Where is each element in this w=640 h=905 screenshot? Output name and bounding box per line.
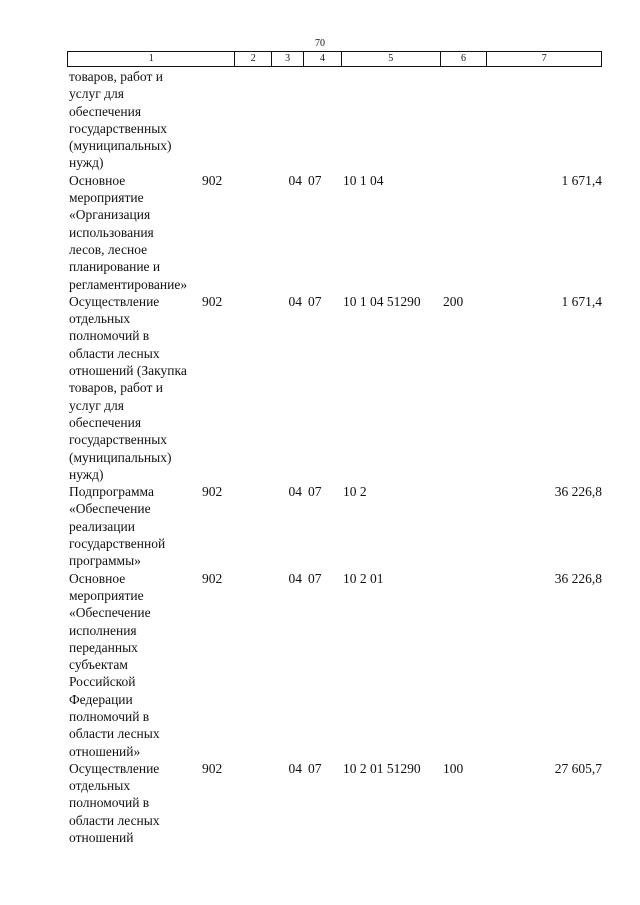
column-header-2: 2 bbox=[235, 52, 272, 66]
row-name-line: обеспечения bbox=[69, 103, 142, 119]
row-name-line: (муниципальных) bbox=[69, 449, 172, 465]
table-header bbox=[67, 51, 602, 67]
row-type: 100 bbox=[443, 760, 464, 776]
row-name-line: государственных bbox=[69, 120, 168, 136]
row-code: 902 bbox=[202, 484, 223, 500]
table-row bbox=[67, 68, 602, 172]
column-header-6: 6 bbox=[441, 52, 488, 66]
row-name-line: обеспечения bbox=[69, 414, 142, 430]
row-target bbox=[341, 68, 442, 172]
row-name-line: регламентирование» bbox=[69, 276, 188, 292]
row-code: 902 bbox=[202, 760, 223, 776]
row-name-line: области лесных bbox=[69, 812, 160, 828]
row-sum: 36 226,8 bbox=[554, 484, 602, 500]
row-name-line: отношений» bbox=[69, 743, 141, 759]
row-target: 10 1 04 bbox=[343, 172, 384, 188]
table-row bbox=[67, 760, 602, 846]
row-sum: 27 605,7 bbox=[554, 760, 602, 776]
table-row bbox=[67, 570, 602, 760]
row-name-line: Основное bbox=[69, 172, 126, 188]
row-name-line: «Обеспечение bbox=[69, 605, 151, 621]
row-type: 200 bbox=[443, 293, 464, 309]
row-subsection: 07 bbox=[308, 484, 322, 500]
row-sum bbox=[488, 68, 602, 172]
row-name-line: «Организация bbox=[69, 207, 151, 223]
page-number: 70 bbox=[315, 38, 325, 49]
row-name-line: мероприятие bbox=[69, 587, 144, 603]
column-header-5: 5 bbox=[342, 52, 441, 66]
row-subsection: 07 bbox=[308, 570, 322, 586]
row-name-line: отдельных bbox=[69, 311, 131, 327]
table-row bbox=[67, 172, 602, 293]
row-name-line: услуг для bbox=[69, 86, 124, 102]
row-name-line: нужд) bbox=[69, 466, 104, 482]
row-code: 902 bbox=[202, 172, 223, 188]
row-name-line: Федерации bbox=[69, 691, 133, 707]
row-name-line: полномочий в bbox=[69, 708, 150, 724]
row-name-line: отношений bbox=[69, 830, 134, 846]
row-name-line: услуг для bbox=[69, 397, 124, 413]
row-name-line: мероприятие bbox=[69, 190, 144, 206]
row-section: 04 bbox=[288, 570, 302, 586]
row-subsection: 07 bbox=[308, 293, 322, 309]
row-name-line: полномочий в bbox=[69, 328, 150, 344]
row-sum: 36 226,8 bbox=[554, 570, 602, 586]
column-header-1: 1 bbox=[68, 52, 235, 66]
row-code bbox=[202, 68, 273, 172]
row-code: 902 bbox=[202, 293, 223, 309]
row-name bbox=[67, 483, 202, 569]
row-name-line: «Обеспечение bbox=[69, 501, 151, 517]
row-subsection: 07 bbox=[308, 760, 322, 776]
row-name-line: Подпрограмма bbox=[69, 484, 154, 500]
row-target: 10 2 bbox=[343, 484, 367, 500]
row-subsection bbox=[304, 68, 341, 172]
row-section: 04 bbox=[288, 484, 302, 500]
row-sum: 1 671,4 bbox=[561, 172, 602, 188]
row-section: 04 bbox=[288, 172, 302, 188]
row-name-line: (муниципальных) bbox=[69, 138, 172, 154]
row-name-line: реализации bbox=[69, 518, 135, 534]
table-body bbox=[67, 68, 602, 846]
row-type bbox=[442, 570, 488, 760]
row-name-line: Основное bbox=[69, 570, 126, 586]
row-name-line: переданных bbox=[69, 639, 138, 655]
row-name-line: области лесных bbox=[69, 726, 160, 742]
row-name-line: товаров, работ и bbox=[69, 69, 163, 84]
row-target: 10 2 01 51290 bbox=[343, 760, 421, 776]
row-code: 902 bbox=[202, 570, 223, 586]
row-name-line: Осуществление bbox=[69, 760, 160, 776]
row-target: 10 1 04 51290 bbox=[343, 293, 421, 309]
row-name-line: полномочий в bbox=[69, 795, 150, 811]
row-name bbox=[67, 760, 202, 846]
row-name-line: субъектам bbox=[69, 657, 128, 673]
row-type bbox=[442, 172, 488, 293]
row-name-line: использования bbox=[69, 224, 154, 240]
row-type bbox=[442, 483, 488, 569]
table-row bbox=[67, 483, 602, 569]
row-name-line: государственных bbox=[69, 432, 168, 448]
row-name-line: лесов, лесное bbox=[69, 241, 148, 257]
row-name bbox=[67, 68, 202, 172]
row-name-line: планирование и bbox=[69, 259, 161, 275]
row-name bbox=[67, 172, 202, 293]
row-target: 10 2 01 bbox=[343, 570, 384, 586]
row-section: 04 bbox=[288, 760, 302, 776]
row-name-line: Российской bbox=[69, 674, 136, 690]
row-name-line: нужд) bbox=[69, 155, 104, 171]
row-section bbox=[273, 68, 304, 172]
row-sum: 1 671,4 bbox=[561, 293, 602, 309]
row-name-line: области лесных bbox=[69, 345, 160, 361]
column-header-7: 7 bbox=[541, 53, 547, 64]
row-name bbox=[67, 293, 202, 483]
column-header-4: 4 bbox=[304, 52, 342, 66]
table-row bbox=[67, 293, 602, 483]
column-header-3: 3 bbox=[272, 52, 304, 66]
row-name bbox=[67, 570, 202, 760]
row-name-line: отдельных bbox=[69, 778, 131, 794]
row-type bbox=[442, 68, 488, 172]
row-name-line: исполнения bbox=[69, 622, 137, 638]
row-name-line: товаров, работ и bbox=[69, 380, 163, 396]
row-section: 04 bbox=[288, 293, 302, 309]
row-name-line: программы» bbox=[69, 553, 141, 569]
row-name-line: Осуществление bbox=[69, 293, 160, 309]
row-name-line: отношений (Закупка bbox=[69, 363, 187, 379]
row-subsection: 07 bbox=[308, 172, 322, 188]
row-name-line: государственной bbox=[69, 536, 166, 552]
